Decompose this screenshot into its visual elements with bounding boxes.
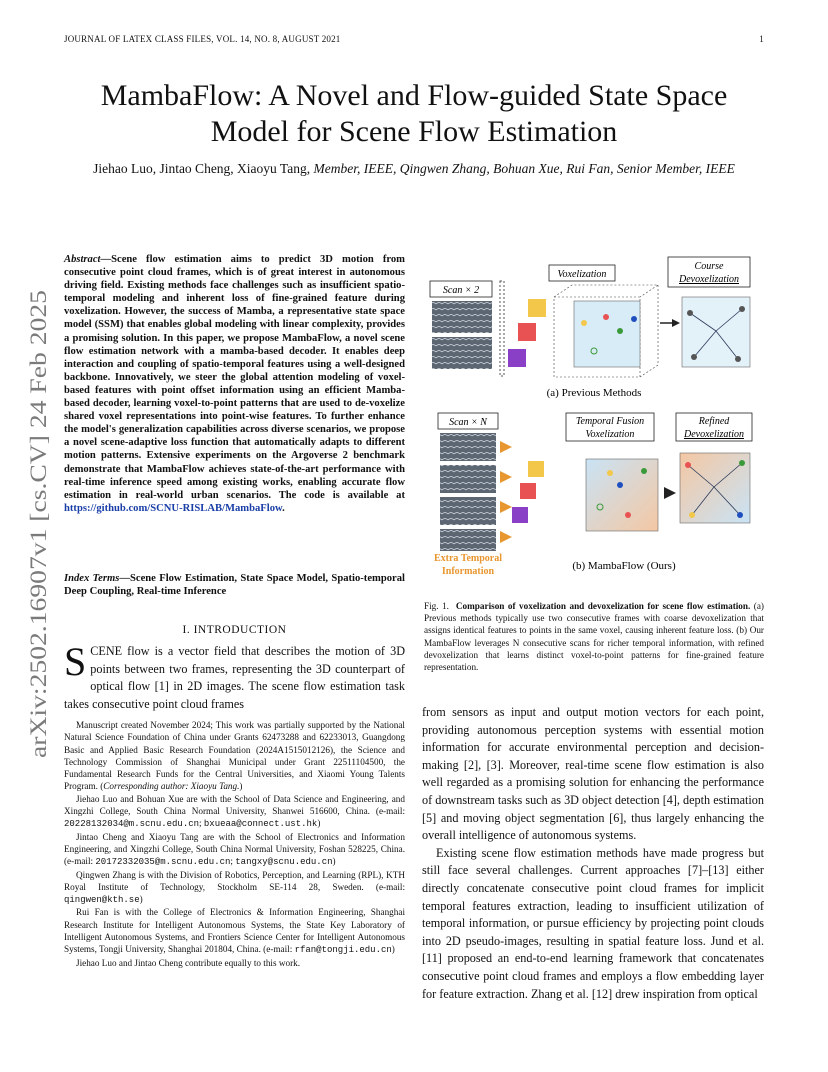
figure-caption [424, 600, 764, 673]
affiliation-3-text: Qingwen Zhang is with the Division of Robotics, Perception, and Learning (RPL), KTH Royal Institute of Technology, Stockholm SE-114 28, Sweden. (e-mail: [64, 869, 405, 892]
caption-text: (a) Previous methods typically use two consecutive frames with coarse devoxelization that assigns identical features to points in the same voxel, causing inherent feature loss. (b) Our MambaFlow leverages N consecutive scans for richer temporal information, with refined devoxelization that learns distinct voxel-to-point patterns for fine-grained feature representation. [424, 601, 764, 673]
arxiv-id: arXiv:2502.16907v1 [cs.CV] 24 Feb 2025 [26, 368, 51, 758]
voxel-red [520, 483, 536, 499]
running-header [64, 34, 764, 44]
voxel-purple [512, 507, 528, 523]
email-link[interactable]: 20228132034@m.scnu.edu.cn [64, 819, 200, 830]
voxel-purple [508, 349, 526, 367]
affiliation-2-text: Jintao Cheng and Xiaoyu Tang are with the School of Electronics and Information Engineering, and Xingzhi College, South China Normal University, Foshan 528225, China. (e-mail: [64, 831, 405, 867]
intro-paragraph [64, 639, 405, 713]
journal-name: JOURNAL OF LATEX CLASS FILES, VOL. 14, NO. 8, AUGUST 2021 [64, 34, 341, 44]
email-link[interactable]: qingwen@kth.se [64, 895, 140, 906]
page-number: 1 [759, 34, 764, 44]
course-devox-label-1: Course [694, 261, 724, 272]
abstract-text: —Scene flow estimation aims to predict 3D motion from consecutive point cloud frames, which is of great interest in autonomous driving field. Existing methods face challenges such as insufficient spatio-temporal modeling and inherent loss of fine-grained feature during voxelization. However, the success of Mamba, a representative state space model (SSM) that enables global modeling with linear complexity, provides a promising solution. In this paper, we propose MambaFlow, a novel scene flow estimation network with a mamba-based decoder. It enables deep interaction and coupling of spatio-temporal features using a well-designed backbone. Innovatively, we steer the global attention modeling of voxel-based features with point offset information using an efficient Mamba-based decoder, learning voxel-to-point patterns that are used to de-voxelize shared voxel representations into point-wise features. To further enhance the model's generalization capabilities across diverse scenarios, we propose a novel scene-adaptive loss function that automatically adapts to different motion patterns. Extensive experiments on the Argoverse 2 benchmark demonstrate that MambaFlow achieves state-of-the-art performance with real-time inference speed among existing works, enabling accurate flow estimation in real-world urban scenarios. The code is available at [64, 254, 405, 501]
index-terms-label: Index Terms [64, 573, 120, 584]
abstract [64, 253, 405, 515]
affiliation-1-text: Jiehao Luo and Bohuan Xue are with the School of Data Science and Engineering, and Xingzhi College, South China Normal University, Shanwei 516600, China. (e-mail: [64, 793, 405, 817]
affiliation-1-end: ) [317, 818, 321, 829]
separator: ; [199, 818, 204, 829]
voxel-cube [574, 301, 640, 367]
temporal-fusion-label-1: Temporal Fusion [575, 416, 645, 427]
voxel-yellow [528, 299, 546, 317]
extra-temporal-label-1: Extra Temporal [433, 553, 503, 564]
affiliation-4-end: ) [391, 944, 395, 955]
section-number: I. [182, 624, 194, 636]
scanN-label: Scan × N [449, 417, 487, 428]
affiliation-4-text: Rui Fan is with the College of Electronics & Information Engineering, Shanghai Research Institute for Intelligent Autonomous Systems, the State Key Laboratory of Intelligent Autonomous Systems, and Frontiers Science Center for Intelligent Autonomous Systems, Tongji University, Shanghai 201804, China. (e-mail: [64, 907, 405, 955]
index-terms [64, 572, 405, 598]
email-link[interactable]: 20172332035@m.scnu.edu.cn [95, 857, 231, 868]
scan-image [440, 497, 496, 525]
temporal-fusion-label-2: Voxelization [585, 429, 635, 440]
divider [500, 281, 504, 376]
figure-1 [424, 253, 764, 583]
affiliation-2-end: ) [332, 856, 336, 867]
section-title: INTRODUCTION [193, 624, 287, 636]
footnote-funding-end: ) [239, 781, 243, 792]
arrow-head [664, 487, 676, 499]
separator: ; [230, 856, 236, 867]
scan2-label: Scan × 2 [442, 285, 480, 296]
voxel-red [518, 323, 536, 341]
panel-previous-methods [430, 257, 750, 399]
email-link[interactable]: bxueaa@connect.ust.hk [203, 819, 318, 830]
footnote-equal-contribution: Jiehao Luo and Jintao Cheng contribute equally to this work. [76, 957, 301, 968]
email-link[interactable]: rfan@tongji.edu.cn [294, 945, 392, 956]
authors-italic: Member, IEEE, Qingwen Zhang, Bohuan Xue, Rui Fan, Senior Member, IEEE [313, 161, 735, 176]
arrow-head [672, 319, 680, 327]
section-heading [64, 624, 405, 636]
refined-label-2: Devoxelization [684, 429, 744, 440]
course-devox-label-2: Devoxelization [679, 274, 739, 285]
temporal-arrows [500, 441, 512, 543]
caption-bold: Comparison of voxelization and devoxelization for scene flow estimation. [455, 601, 751, 611]
drop-cap: S [64, 639, 87, 684]
authors-plain: Jiehao Luo, Jintao Cheng, Xiaoyu Tang, [93, 161, 314, 176]
abstract-label: Abstract [64, 254, 101, 265]
abstract-end: . [282, 502, 285, 514]
author-list [80, 160, 748, 178]
intro-text: CENE flow is a vector field that describes the motion of 3D points between two frames, representing the 3D counterpart of optical flow [1] in 2D images. The scene flow estimation task takes consecutive point cloud frames [64, 644, 405, 711]
panel-mambaflow [434, 413, 752, 577]
caption-a: (a) Previous Methods [546, 387, 642, 399]
code-link[interactable]: https://github.com/SCNU-RISLAB/MambaFlow [64, 502, 283, 514]
footnote-funding [64, 719, 405, 793]
footnotes [64, 719, 405, 969]
scan-image [440, 465, 496, 493]
arxiv-stamp [8, 288, 56, 758]
body-paragraph-1: from sensors as input and output motion vectors for each point, providing autonomous perception systems with essential motion information for accurate environmental perception and decision-making [2], [3]. Moreover, real-time scene flow estimation is also well regarded as a promising solution for enhancing the performance of downstream tasks such as 3D object detection [4], depth estimation [5] and moving object segmentation [6], thus largely enhancing the overall intelligence of autonomous systems. [422, 705, 764, 843]
title-line-1: MambaFlow: A Novel and Flow-guided State Space [100, 79, 728, 112]
footnote-affiliation-1 [64, 793, 405, 831]
footnote-funding-text: Manuscript created November 2024; This work was partially supported by the National Natural Science Foundation of China under Grants 62473288 and 62233013, Guangdong Basic and Applied Basic Research Foundation (2024A1515012126), the Science and Technology Commission of Shanghai Municipal under Grant 22511104500, the Fundamental Research Funds for the Central Universities, and Xiaomi Young Talents Program. ( [64, 720, 405, 792]
voxelization-label: Voxelization [557, 269, 607, 280]
caption-label: Fig. 1. [424, 601, 449, 611]
extra-temporal-label-2: Information [441, 566, 495, 577]
right-column [422, 704, 764, 1003]
corresponding-author: Corresponding author: Xiaoyu Tang. [103, 781, 240, 792]
scan-image [440, 433, 496, 461]
body-paragraph-2: Existing scene flow estimation methods have made progress but still face several challenges. Current approaches [7]–[13] either directly concatenate consecutive point cloud frames for implicit temporal features extraction, leading to insufficient utilization of temporal information, or pursue efficiency by projecting point clouds into 2D pseudo-images, resulting in spatial feature loss. Jund et al. [11] proposed an end-to-end learning framework that concatenates consecutive point cloud frames and employs a flow embedding layer for feature extraction. Zhang et al. [12] drew inspiration from optical [422, 845, 764, 1001]
footnote-affiliation-3 [64, 869, 405, 907]
caption-b: (b) MambaFlow (Ours) [572, 560, 676, 572]
footnote-affiliation-4 [64, 906, 405, 956]
title-line-2: Model for Scene Flow Estimation [210, 115, 618, 148]
scan-image [432, 301, 492, 333]
affiliation-3-end: ) [139, 894, 143, 905]
paper-title [40, 78, 788, 150]
footnote-affiliation-2 [64, 831, 405, 869]
index-terms-text: —Scene Flow Estimation, State Space Model, Spatio-temporal Deep Coupling, Real-time Inference [64, 573, 405, 598]
email-link[interactable]: tangxy@scnu.edu.cn [235, 857, 333, 868]
fusion-cube [586, 459, 658, 531]
refined-label-1: Refined [698, 416, 730, 427]
scan-image [440, 529, 496, 551]
scan-image [432, 337, 492, 369]
voxel-yellow [528, 461, 544, 477]
